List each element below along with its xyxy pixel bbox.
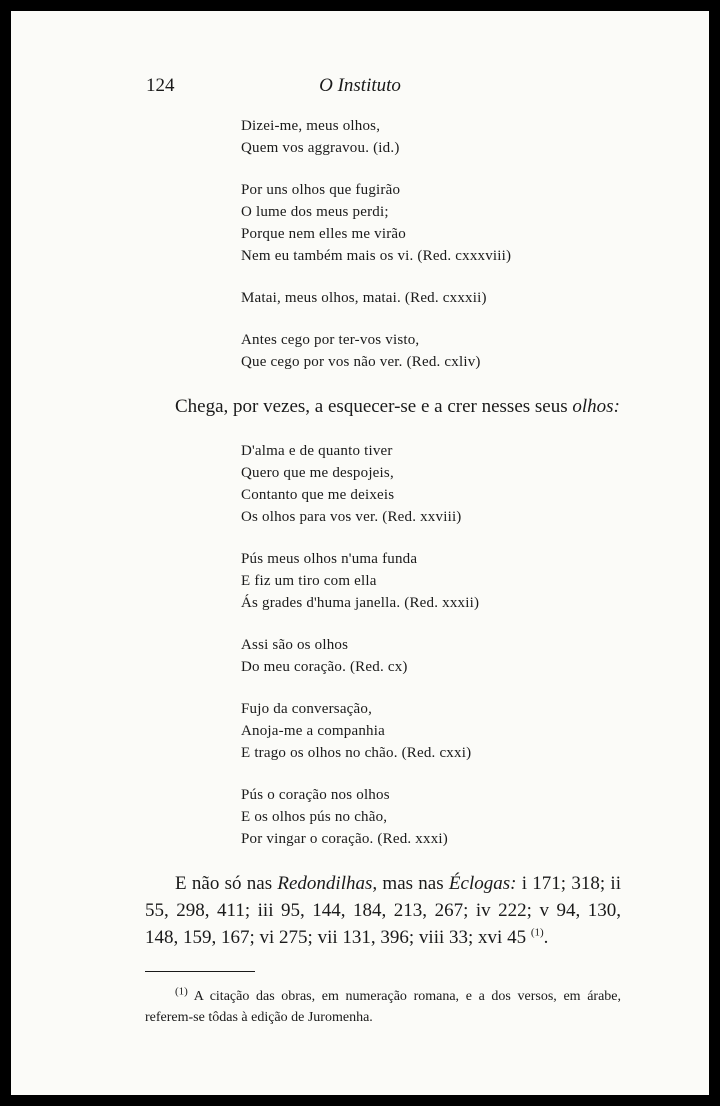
verse-line: Que cego por vos não ver. (Red. cxliv) <box>241 354 481 370</box>
verse-stanza <box>241 548 709 614</box>
verse-line: Matai, meus olhos, matai. (Red. cxxxii) <box>241 290 487 306</box>
verse-line: Quem vos aggravou. (id.) <box>241 140 400 156</box>
verse-line: E os olhos pús no chão, <box>241 809 388 825</box>
verse-line: Por uns olhos que fugirão <box>241 182 401 198</box>
verse-line: Nem eu também mais os vi. (Red. cxxxviii) <box>241 248 512 264</box>
page-header <box>11 75 709 105</box>
paragraph-mid: mas nas <box>382 873 444 894</box>
verse-quotes-group-2 <box>11 440 709 850</box>
verse-stanza <box>241 440 709 528</box>
verse-stanza <box>241 698 709 764</box>
verse-stanza <box>241 784 709 850</box>
page-text <box>11 115 709 1028</box>
verse-line: Anoja-me a companhia <box>241 723 385 739</box>
verse-line: Por vingar o coração. (Red. xxxi) <box>241 831 448 847</box>
paragraph-eclogas <box>145 870 621 951</box>
footnote-text: A citação das obras, em numeração romana, e a dos versos, em árabe, referem-se tôdas à edição de Juromenha. <box>145 989 621 1025</box>
paragraph-text: Chega, por vezes, a esquecer-se e a crer nesses seus <box>175 396 568 417</box>
verse-line: Ás grades d'huma janella. (Red. xxxii) <box>241 595 480 611</box>
verse-line: Dizei-me, meus olhos, <box>241 118 381 134</box>
verse-stanza <box>241 287 709 309</box>
verse-line: Pús meus olhos n'uma funda <box>241 551 418 567</box>
verse-line: E trago os olhos no chão. (Red. cxxi) <box>241 745 472 761</box>
verse-line: D'alma e de quanto tiver <box>241 443 393 459</box>
verse-line: Antes cego por ter-vos visto, <box>241 332 420 348</box>
paragraph-lead: E não só nas <box>175 873 273 894</box>
verse-line: Do meu coração. (Red. cx) <box>241 659 408 675</box>
verse-line: Porque nem elles me virão <box>241 226 406 242</box>
redondilhas-title: Redondilhas, <box>277 873 378 894</box>
verse-line: Contanto que me deixeis <box>241 487 395 503</box>
footnote-rule <box>145 971 255 972</box>
verse-stanza <box>241 179 709 267</box>
footnote-mark: (1) <box>175 985 188 998</box>
verse-line: E fiz um tiro com ella <box>241 573 377 589</box>
paragraph-end: . <box>543 927 549 948</box>
verse-stanza <box>241 634 709 678</box>
paragraph-chega <box>145 393 621 420</box>
verse-line: Pús o coração nos olhos <box>241 787 390 803</box>
eclogas-title: Éclogas: <box>448 873 517 894</box>
verse-line: Fujo da conversação, <box>241 701 373 717</box>
verse-line: Quero que me despojeis, <box>241 465 394 481</box>
page-number: 124 <box>146 75 175 96</box>
verse-stanza <box>241 329 709 373</box>
book-page <box>11 11 709 1095</box>
footnote <box>145 986 621 1028</box>
verse-quotes-group-1 <box>11 115 709 373</box>
verse-references: i 171; 318; ii 55, 298, 411; iii 95, 144, 184, 213, 267; iv 222; v 94, 130, 148, 159, 167; vi 275; vii 131, 396; viii 33; xvi 45 <box>145 873 621 948</box>
running-title: O Instituto <box>319 75 401 96</box>
verse-line: O lume dos meus perdi; <box>241 204 389 220</box>
verse-stanza <box>241 115 709 159</box>
verse-line: Os olhos para vos ver. (Red. xxviii) <box>241 509 462 525</box>
verse-line: Assi são os olhos <box>241 637 349 653</box>
paragraph-italic: olhos: <box>572 396 620 417</box>
footnote-marker: (1) <box>530 926 544 939</box>
